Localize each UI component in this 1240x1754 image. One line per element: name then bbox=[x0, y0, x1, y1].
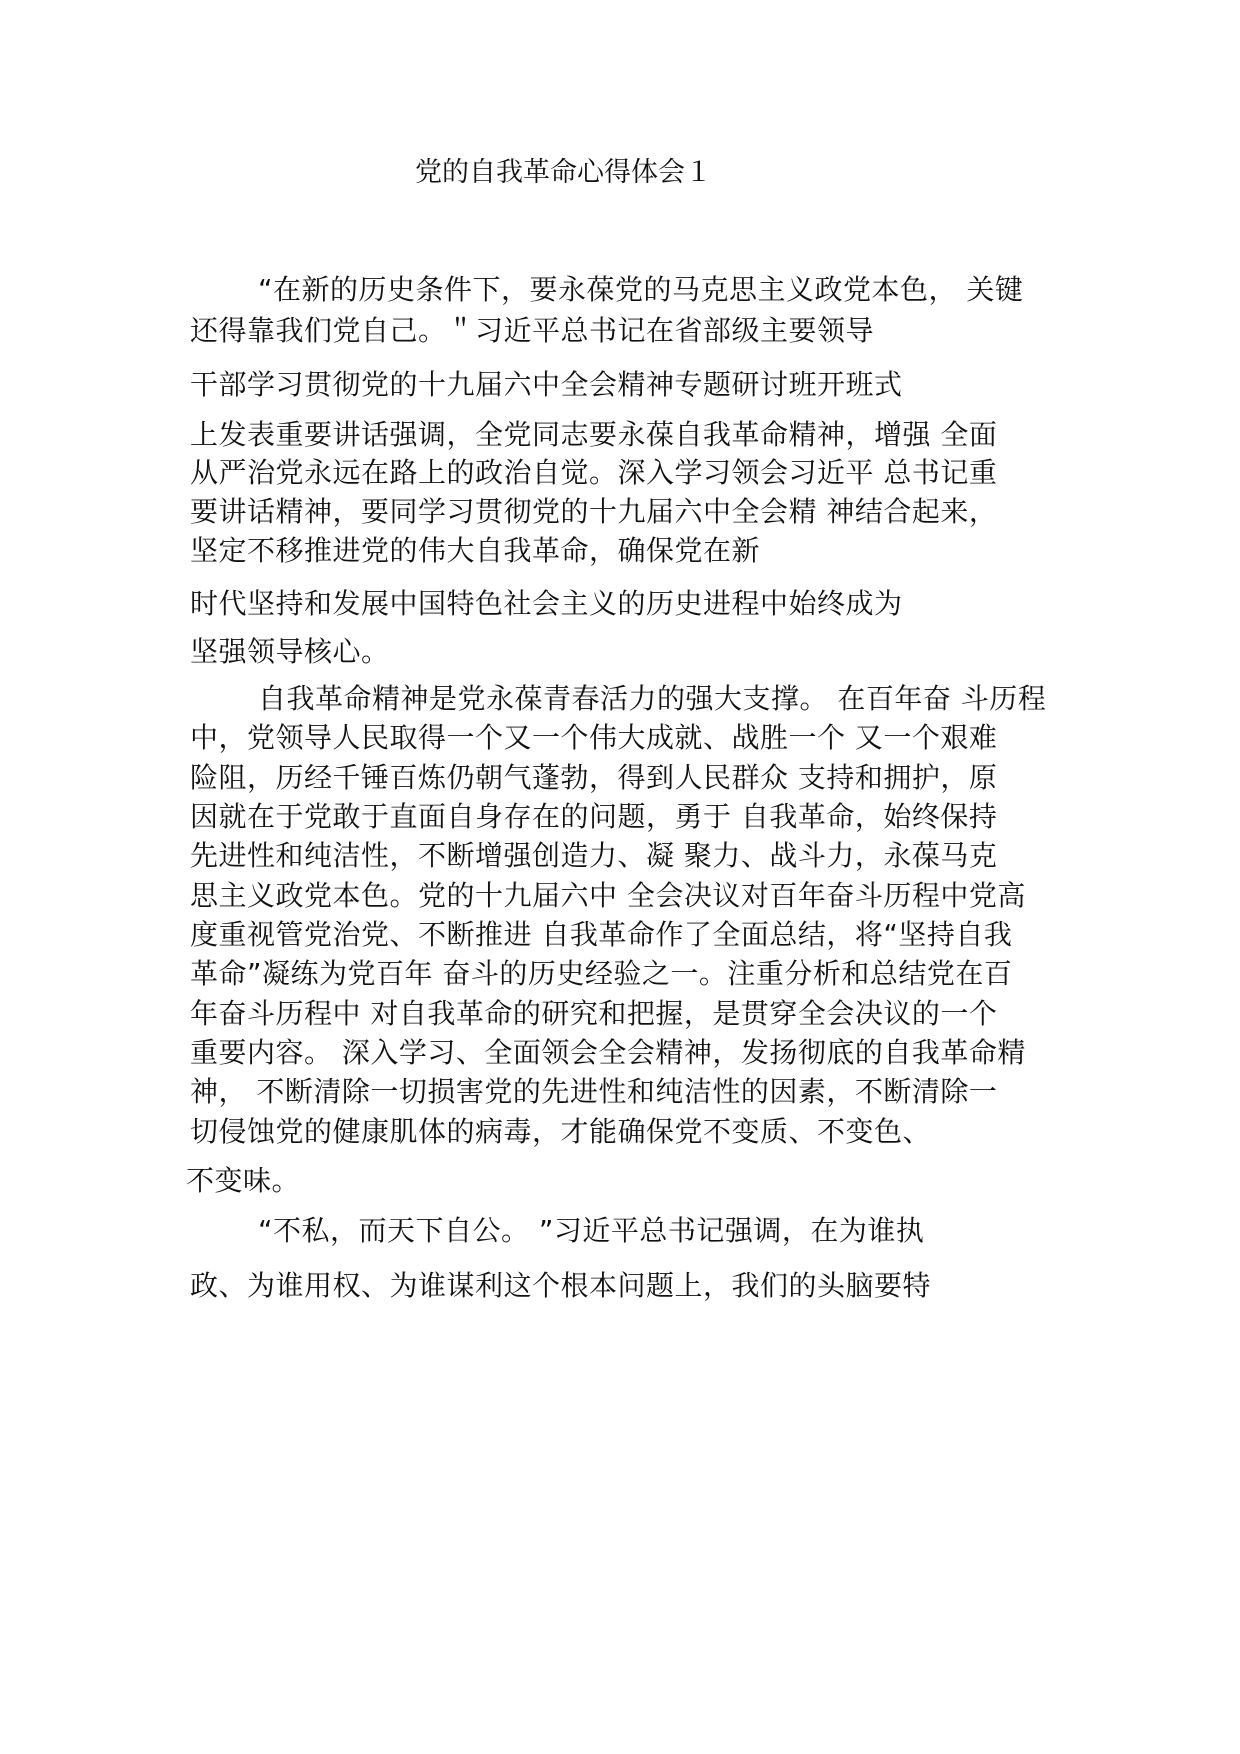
paragraph-line: “不私，而天下自公。 ”习近平总书记强调，在为谁执 bbox=[258, 1214, 925, 1247]
paragraph-line: 坚强领导核心。 bbox=[190, 635, 390, 668]
paragraph-line: 度重视管党治党、不断推进 自我革命作了全面总结，将“坚持自我 bbox=[190, 918, 1013, 951]
paragraph-line: 干部学习贯彻党的十九届六中全会精神专题研讨班开班式 bbox=[190, 368, 903, 401]
paragraph-line: 思主义政党本色。党的十九届六中 全会决议对百年奋斗历程中党高 bbox=[190, 879, 1026, 912]
paragraph-line: 切侵蚀党的健康肌体的病毒，才能确保党不变质、不变色、 bbox=[190, 1115, 932, 1148]
paragraph-line: 还得靠我们党自己。＂习近平总书记在省部级主要领导 bbox=[190, 314, 875, 347]
paragraph-line: 不变味。 bbox=[186, 1164, 301, 1197]
paragraph-line: 坚定不移推进党的伟大自我革命，确保党在新 bbox=[190, 534, 761, 567]
paragraph-line: 时代坚持和发展中国特色社会主义的历史进程中始终成为 bbox=[190, 587, 903, 620]
paragraph-line: 政、为谁用权、为谁谋利这个根本问题上，我们的头脑要特 bbox=[190, 1269, 932, 1302]
paragraph-line: 中，党领导人民取得一个又一个伟大成就、战胜一个 又一个艰难 bbox=[190, 721, 998, 754]
paragraph-line: 自我革命精神是党永葆青春活力的强大支撑。 在百年奋 斗历程 bbox=[258, 682, 1047, 715]
paragraph-line: 年奋斗历程中 对自我革命的研究和把握，是贯穿全会决议的一个 bbox=[190, 997, 998, 1030]
paragraph-line: 神， 不断清除一切损害党的先进性和纯洁性的因素，不断清除一 bbox=[190, 1075, 998, 1108]
paragraph-line: 革命”凝练为党百年 奋斗的历史经验之一。注重分析和总结党在百 bbox=[190, 957, 1013, 990]
paragraph-line: 重要内容。 深入学习、全面领会全会精神，发扬彻底的自我革命精 bbox=[190, 1036, 1026, 1069]
paragraph-line: “在新的历史条件下，要永葆党的马克思主义政党本色， 关键 bbox=[258, 273, 1024, 306]
paragraph-line: 从严治党永远在路上的政治自觉。深入学习领会习近平 总书记重 bbox=[190, 456, 998, 489]
paragraph-line: 险阻，历经千锤百炼仍朝气蓬勃，得到人民群众 支持和拥护，原 bbox=[190, 761, 998, 794]
paragraph-line: 要讲话精神，要同学习贯彻党的十九届六中全会精 神结合起来， bbox=[190, 495, 998, 528]
paragraph-line: 先进性和纯洁性，不断增强创造力、凝 聚力、战斗力，永葆马克 bbox=[190, 839, 998, 872]
paragraph-line: 上发表重要讲话强调，全党同志要永葆自我革命精神，增强 全面 bbox=[190, 418, 998, 451]
document-title: 党的自我革命心得体会１ bbox=[415, 157, 712, 188]
paragraph-line: 因就在于党敢于直面自身存在的问题，勇于 自我革命，始终保持 bbox=[190, 800, 998, 833]
